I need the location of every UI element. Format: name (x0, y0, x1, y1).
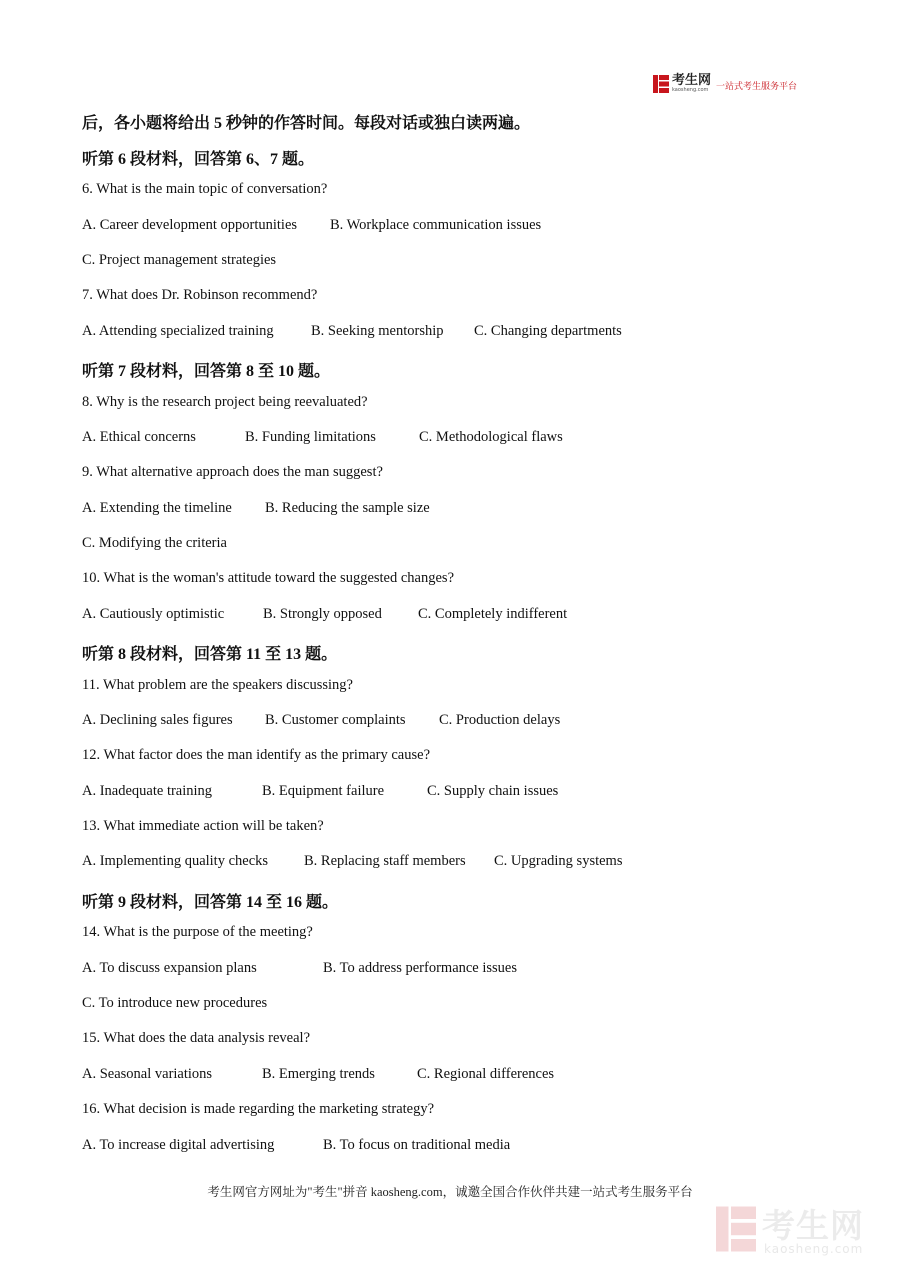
question-9: 9. What alternative approach does the man suggest? (82, 464, 383, 480)
option-a: A. Attending specialized training (82, 323, 274, 339)
section-heading: 听第 6 段材料，回答第 6、7 题。 (82, 151, 315, 168)
section-heading: 听第 9 段材料，回答第 14 至 16 题。 (82, 894, 339, 911)
section-heading: 听第 8 段材料，回答第 11 至 13 题。 (82, 646, 338, 663)
question-8: 8. Why is the research project being reevaluated? (82, 394, 368, 410)
option-c: C. Project management strategies (82, 252, 277, 268)
option-c: C. Regional differences (417, 1066, 555, 1082)
question-13: 13. What immediate action will be taken? (82, 818, 324, 834)
question-11: 11. What problem are the speakers discussing? (82, 677, 353, 693)
option-row (82, 535, 227, 552)
question-7: 7. What does Dr. Robinson recommend? (82, 287, 318, 303)
option-b: B. Customer complaints (265, 712, 406, 728)
option-row (82, 606, 567, 623)
option-row (82, 217, 541, 234)
option-c: C. Supply chain issues (427, 783, 559, 799)
option-a: A. To discuss expansion plans (82, 960, 257, 976)
option-b: B. Replacing staff members (304, 853, 466, 869)
question-12: 12. What factor does the man identify as the primary cause? (82, 747, 431, 763)
option-b: B. Funding limitations (245, 429, 376, 445)
question-15: 15. What does the data analysis reveal? (82, 1030, 311, 1046)
watermark-domain: kaosheng.com (764, 1241, 864, 1256)
option-c: C. Upgrading systems (494, 853, 623, 869)
watermark (716, 1206, 864, 1257)
option-row (82, 323, 622, 340)
question-14: 14. What is the purpose of the meeting? (82, 924, 313, 940)
option-row (82, 252, 276, 269)
option-a: A. Declining sales figures (82, 712, 233, 728)
option-row (82, 853, 622, 870)
option-c: C. To introduce new procedures (82, 995, 268, 1011)
option-a: A. Extending the timeline (82, 500, 232, 516)
option-row (82, 429, 563, 446)
option-row (82, 712, 560, 729)
question-10: 10. What is the woman's attitude toward the suggested changes? (82, 570, 455, 586)
option-b: B. Seeking mentorship (311, 323, 444, 339)
intro-line: 后，各小题将给出 5 秒钟的作答时间。每段对话或独白读两遍。 (82, 115, 531, 132)
option-c: C. Completely indifferent (418, 606, 568, 622)
option-c: C. Methodological flaws (419, 429, 563, 445)
option-a: A. Implementing quality checks (82, 853, 269, 869)
option-a: A. To increase digital advertising (82, 1137, 275, 1153)
question-6: 6. What is the main topic of conversation? (82, 181, 328, 197)
option-b: B. Workplace communication issues (330, 217, 542, 233)
logo-name: 考生网 (672, 73, 712, 88)
option-c: C. Production delays (439, 712, 561, 728)
option-c: C. Modifying the criteria (82, 535, 227, 551)
question-16: 16. What decision is made regarding the marketing strategy? (82, 1101, 435, 1117)
option-b: B. Reducing the sample size (265, 500, 430, 516)
option-b: B. To focus on traditional media (323, 1137, 511, 1153)
header-slogan: 一站式考生服务平台 (716, 82, 798, 92)
option-b: B. Emerging trends (262, 1066, 375, 1082)
header-logo (653, 74, 797, 93)
kaosheng-logo-icon (653, 75, 669, 93)
watermark-name: 考生网 (762, 1205, 864, 1245)
option-a: A. Inadequate training (82, 783, 213, 799)
option-row (82, 500, 430, 517)
option-row (82, 1066, 554, 1083)
page-footer: 考生网官方网址为"考生"拼音 kaosheng.com，诚邀全国合作伙伴共建一站式考生服务平台 (207, 1185, 693, 1199)
option-row (82, 995, 267, 1012)
option-c: C. Changing departments (474, 323, 622, 339)
option-row (82, 1137, 510, 1154)
option-b: B. To address performance issues (323, 960, 518, 976)
logo-domain: kaosheng.com (672, 87, 709, 93)
option-row (82, 960, 517, 977)
option-b: B. Equipment failure (262, 783, 385, 799)
option-b: B. Strongly opposed (263, 606, 382, 622)
option-a: A. Seasonal variations (82, 1066, 213, 1082)
option-a: A. Ethical concerns (82, 429, 196, 445)
option-row (82, 783, 558, 800)
watermark-logo-icon (716, 1206, 756, 1257)
section-heading: 听第 7 段材料，回答第 8 至 10 题。 (82, 363, 331, 380)
option-a: A. Cautiously optimistic (82, 606, 225, 622)
option-a: A. Career development opportunities (82, 217, 298, 233)
